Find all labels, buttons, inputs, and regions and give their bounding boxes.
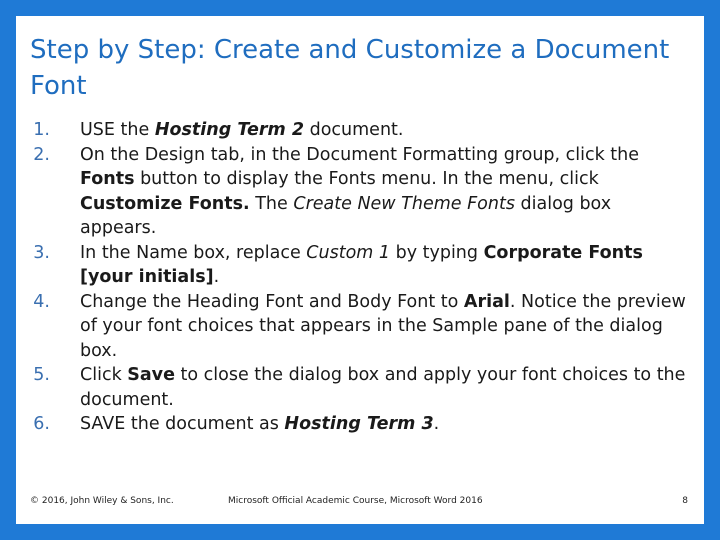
step-number: 1. [33, 120, 50, 140]
step-text: Create New Theme Fonts [293, 193, 515, 214]
step-text: Customize Fonts. [80, 193, 250, 214]
step-text: by typing [390, 242, 484, 263]
step-item [30, 143, 690, 241]
step-item [30, 363, 690, 412]
step-number: 3. [33, 242, 50, 263]
slide-title: Step by Step: Create and Customize a Document Font [30, 35, 670, 101]
step-text: In the Name box, replace [80, 242, 307, 263]
step-text: . Notice the preview of your font choices that appears in the Sample pane of the dialog box. [80, 291, 686, 361]
step-text: button to display the Fonts menu. In the menu, click [134, 169, 599, 189]
step-text: Corporate Fonts [your initials] [80, 242, 643, 287]
step-text: document. [304, 120, 404, 140]
step-text: Click [80, 365, 128, 385]
step-text: . [433, 414, 440, 434]
step-text: . [213, 267, 220, 287]
footer-copyright: © 2016, John Wiley & Sons, Inc. [30, 496, 174, 506]
step-text: On the Design tab, in the Document Formatting group, click the [80, 144, 640, 165]
step-item [30, 290, 690, 364]
step-number: 6. [33, 414, 50, 434]
page-number: 8 [682, 496, 688, 506]
footer-course: Microsoft Official Academic Course, Microsoft Word 2016 [228, 496, 483, 506]
step-text: Change the Heading Font and Body Font to [80, 291, 464, 312]
step-number: 2. [33, 144, 50, 165]
step-text: Hosting Term 2 [154, 120, 305, 140]
step-text: Arial [463, 291, 510, 312]
step-text: Custom 1 [306, 242, 391, 263]
step-text: Fonts [80, 169, 135, 189]
step-item [30, 118, 690, 143]
step-text: SAVE the document as [80, 414, 285, 434]
step-text: Hosting Term 3 [284, 414, 434, 434]
step-number: 5. [33, 365, 50, 385]
step-text: USE the [80, 120, 155, 140]
step-text: The [249, 193, 294, 214]
step-item [30, 241, 690, 290]
steps-list [30, 118, 690, 437]
step-item [30, 412, 690, 437]
step-number: 4. [33, 291, 50, 312]
slide-footer [30, 494, 690, 508]
step-text: Save [127, 365, 175, 385]
step-text: dialog box appears. [80, 193, 612, 238]
step-text: to close the dialog box and apply your font choices to the document. [80, 365, 686, 410]
